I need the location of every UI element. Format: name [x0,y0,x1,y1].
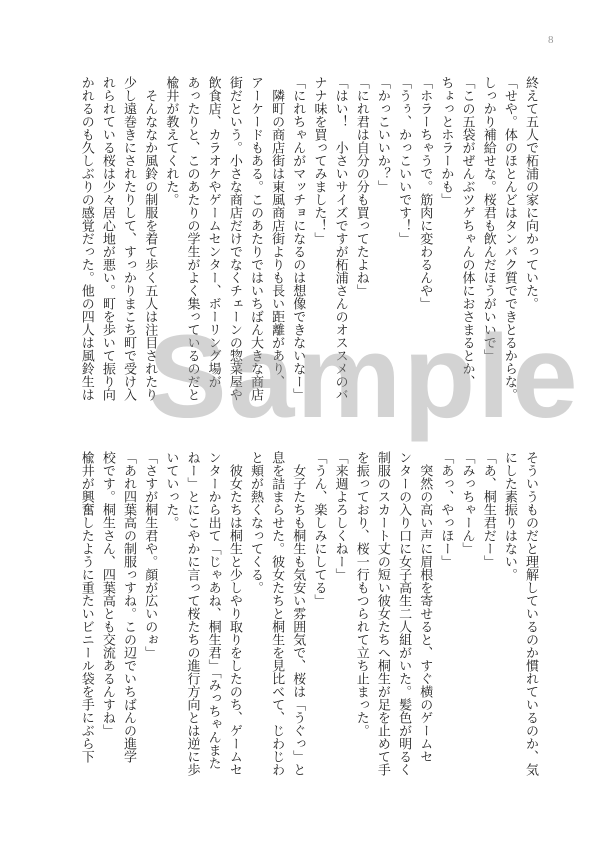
text-line: にした素振りはない。 [501,451,517,581]
text-line: 「この五袋がぜんぶツゲちゃんの体におさまるとか、 [459,76,475,388]
bottom-text-block [75,451,541,783]
text-line: 「あ、桐生君だー」 [480,451,496,568]
text-line: 街だという。小さな商店だけでなくチェーンの惣菜屋や [226,76,242,401]
text-line: アーケードもある。このあたりではいちばん大きな商店 [247,76,263,401]
text-line: ンターから出て「じゃあね、桐生君」「みっちゃんまた [205,451,221,770]
text-line: 「うぅ、かっこいいです！」 [396,76,412,245]
text-line: 「来週よろしくねー」 [332,451,348,581]
text-line: 「さすが桐生君や。顔が広いのぉ」 [142,451,158,659]
text-line: 女子たちも桐生も気安い雰囲気で、桜は「うぐっ」と [290,451,306,776]
text-line: 「はい！ 小さいサイズですが柘浦さんのオススメのバ [332,76,348,401]
text-line: 「かっこいいか？」 [374,76,390,193]
text-line: を振っており、桜一行もつられて立ち止まった。 [353,451,369,737]
sample-watermark: Sample [148,311,580,443]
text-line: 楡井が興奮したように重たいビニール袋を手にぶら下 [78,451,94,763]
text-line: と頬が熱くなってくる。 [247,451,263,594]
text-line: 「ホラーちゃうで。筋肉に変わるんや」 [417,76,433,310]
text-line: 「みっちゃーん」 [459,451,475,555]
text-line: れられている桜は少々居心地が悪い。町を歩いて振り向 [99,76,115,401]
text-line: かれるのも久しぶりの感覚だった。他の四人は風鈴生は [78,76,94,401]
text-line: ねー」とにこやかに言って桜たちの進行方向とは逆に歩 [184,451,200,776]
text-line: 「あっ、やっほー」 [438,451,454,568]
text-line: 校です。桐生さん、四葉高とも交流あるんすね」 [99,451,115,737]
text-line: ちょっとホラーかも」 [438,76,454,206]
text-line: 「にれちゃんがマッチョになるのは想像できないなー」 [290,76,306,401]
text-line: ナナ味を買ってみました！」 [311,76,327,245]
text-line: 少し遠巻きにされたりして、すっかりまこち町で受け入 [121,76,137,401]
text-line: 飲食店、カラオケやゲームセンター、ボーリング場が [205,76,221,388]
text-line: 終えて五人で柘浦の家に向かっていた。 [523,76,538,310]
text-line: 彼女たちは桐生と少しやり取りをしたのち、ゲームセ [226,451,242,776]
text-line: いていった。 [163,451,179,529]
text-line: 息を詰まらせた。彼女たちと桐生を見比べて、じわじわ [269,451,285,776]
page-number: 8 [548,34,554,46]
text-line: 「あれ四葉高の制服っすね。この辺でいちばんの進学 [121,451,137,763]
text-line: 制服のスカート丈の短い彼女たちへ桐生が足を止めて手 [374,451,390,776]
text-line: 突然の高い声に眉根を寄せると、すぐ横のゲームセ [417,451,433,763]
text-line: あったりと、このあたりの学生がよく集っているのだと [184,76,200,401]
text-line: 「うん、楽しみにしてる」 [311,451,327,607]
text-line: しっかり補給せな。桜君も飲んだほうがいいで」 [480,76,496,362]
text-line: 楡井が教えてくれた。 [163,76,179,206]
text-line: そういうものだと理解しているのか慣れているのか、気 [523,451,538,776]
text-line: そんななか風鈴の制服を着て歩く五人は注目されたり [142,76,158,401]
text-line: 「せや。体のほとんどはタンパク質でできとるからな。 [501,76,517,401]
text-line: 隣町の商店街は東風商店街よりも長い距離があり、 [269,76,285,388]
text-line: 「にれ君は自分の分も買ってたよね」 [353,76,369,297]
top-text-block [75,76,541,408]
text-line: ンターの入り口に女子高生二人組がいた。髪色が明るく [396,451,412,776]
